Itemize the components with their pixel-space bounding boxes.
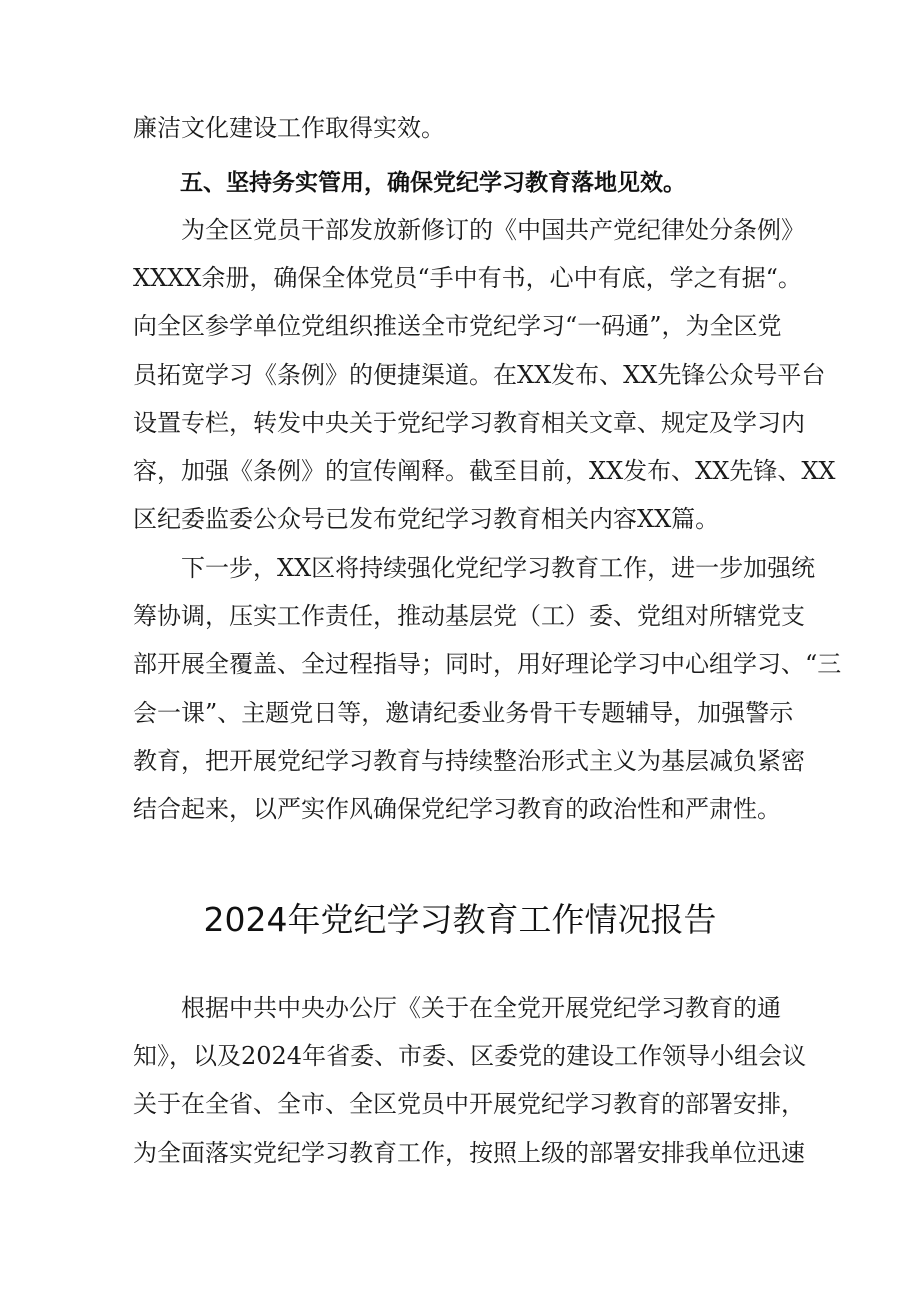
text-line: 教育，把开展党纪学习教育与持续整治形式主义为基层减负紧密 [133, 747, 805, 775]
text-line: 为全面落实党纪学习教育工作，按照上级的部署安排我单位迅速 [133, 1139, 805, 1167]
text-line: 向全区参学单位党组织推送全市党纪学习“一码通”，为全区党 [133, 312, 782, 340]
text-line: 根据中共中央办公厅《关于在全党开展党纪学习教育的通 [133, 994, 781, 1022]
text-line: 容，加强《条例》的宣传阐释。截至目前，XX发布、XX先锋、XX [133, 457, 836, 485]
text-line: 部开展全覆盖、全过程指导；同时，用好理论学习中心组学习、“三 [133, 650, 842, 678]
report-title: 2024年党纪学习教育工作情况报告 [203, 900, 717, 939]
text-line: 设置专栏，转发中央关于党纪学习教育相关文章、规定及学习内 [133, 409, 805, 437]
text-line: 结合起来，以严实作风确保党纪学习教育的政治性和严肃性。 [133, 795, 781, 823]
text-line: 廉洁文化建设工作取得实效。 [133, 114, 445, 142]
section-heading: 五、坚持务实管用，确保党纪学习教育落地见效。 [180, 170, 686, 196]
text-line: 筹协调，压实工作责任，推动基层党（工）委、党组对所辖党支 [133, 602, 805, 630]
text-line: 关于在全省、全市、全区党员中开展党纪学习教育的部署安排， [133, 1090, 805, 1118]
text-line: XXXX余册，确保全体党员“手中有书，心中有底，学之有据“。 [133, 264, 802, 292]
text-line: 员拓宽学习《条例》的便捷渠道。在XX发布、XX先锋公众号平台 [133, 361, 826, 389]
text-line: 下一步，XX区将持续强化党纪学习教育工作，进一步加强统 [133, 554, 816, 582]
text-line: 知》，以及2024年省委、市委、区委党的建设工作领导小组会议 [133, 1042, 807, 1070]
text-line: 区纪委监委公众号已发布党纪学习教育相关内容XX篇。 [133, 505, 720, 533]
text-line: 会一课”、主题党日等，邀请纪委业务骨干专题辅导，加强警示 [133, 699, 794, 727]
text-line: 为全区党员干部发放新修订的《中国共产党纪律处分条例》 [133, 216, 805, 244]
